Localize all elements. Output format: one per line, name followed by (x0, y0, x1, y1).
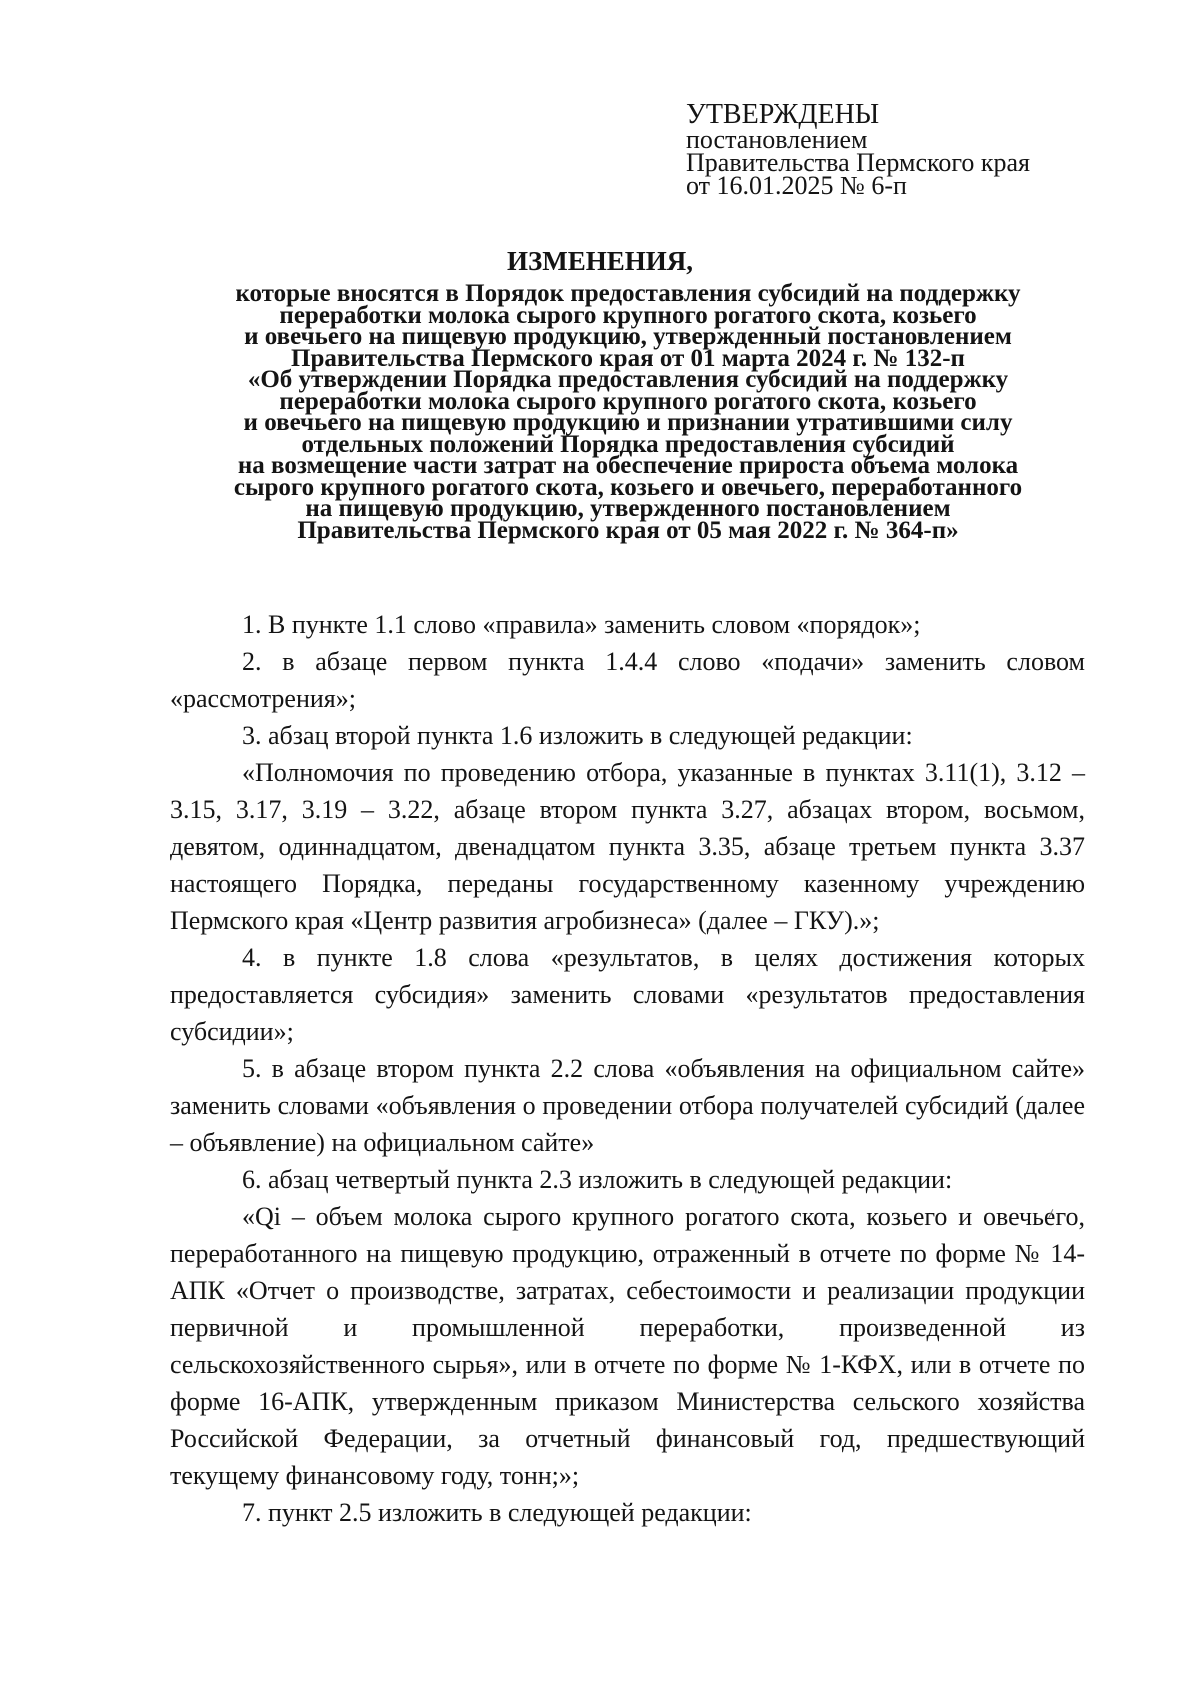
approval-line: Правительства Пермского края (686, 148, 1030, 177)
approval-date: от 16.01.2025 № 6-п (686, 171, 907, 200)
paragraph-3: 3. абзац второй пункта 1.6 изложить в следующей редакции: (242, 721, 913, 750)
paragraph-6-quote: «Qi – объем молока сырого крупного рогатого скота, козьего и овечьего, переработанного на пищевую продукцию, отраженный в отчете по форме № 14-АПК «Отчет о производстве, затратах, себестоимости и реализации продукции первичной и промышленной переработки, произведенной из сельскохозяйственного сырья», или в отчете по форме № 1-КФХ, или в отчете по форме 16-АПК, утвержденным приказом Министерства сельского хозяйства Российской Федерации, за отчетный финансовый год, предшествующий текущему финансовому году, тонн;»; (170, 1202, 1085, 1490)
paragraph-2: 2. в абзаце первом пункта 1.4.4 слово «подачи» заменить словом «рассмотрения»; (170, 647, 1085, 713)
subtitle-line: Правительства Пермского края от 05 мая 2022 г. № 364-п» (297, 516, 959, 544)
paragraph-7: 7. пункт 2.5 изложить в следующей редакции: (242, 1498, 752, 1527)
approval-stamp (686, 99, 1106, 200)
paragraph-5: 5. в абзаце втором пункта 2.2 слова «объявления на официальном сайте» заменить словами «объявления о проведении отбора получателей субсидий (далее – объявление) на официальном сайте» (170, 1054, 1085, 1157)
paragraph-4: 4. в пункте 1.8 слова «результатов, в целях достижения которых предоставляется субсидия» заменить словами «результатов предоставления субсидии»; (170, 943, 1085, 1046)
subtitle-line: и овечьего на пищевую продукцию, утвержденный постановлением (244, 323, 1012, 350)
paragraph-1: 1. В пункте 1.1 слово «правила» заменить словом «порядок»; (242, 610, 921, 639)
subtitle-line: на пищевую продукцию, утвержденного постановлением (305, 495, 951, 522)
subtitle-line: переработки молока сырого крупного рогатого скота, козьего (279, 301, 977, 329)
subtitle-line: которые вносятся в Порядок предоставления субсидий на поддержку (235, 280, 1021, 307)
subtitle-line: и овечьего на пищевую продукцию и признании утратившими силу (243, 409, 1013, 436)
subtitle-line: Правительства Пермского края от 01 марта 2024 г. № 132-п (291, 344, 965, 372)
document-body (170, 606, 1085, 1531)
paragraph-6: 6. абзац четвертый пункта 2.3 изложить в следующей редакции: (242, 1165, 953, 1194)
subtitle-line: отдельных положений Порядка предоставления субсидий (301, 430, 955, 458)
subtitle-line: на возмещение части затрат на обеспечение прироста объема молока (237, 452, 1019, 479)
subtitle-line: сырого крупного рогатого скота, козьего и овечьего, переработанного (233, 473, 1023, 501)
subtitle-line: переработки молока сырого крупного рогатого скота, козьего (279, 387, 977, 415)
approval-heading: УТВЕРЖДЕНЫ (686, 99, 880, 130)
subtitle-line: «Об утверждении Порядка предоставления субсидий на поддержку (247, 366, 1009, 393)
paragraph-3-quote: «Полномочия по проведению отбора, указанные в пунктах 3.11(1), 3.12 – 3.15, 3.17, 3.19 – 3.22, абзаце втором пункта 3.27, абзацах втором, восьмом, девятом, одиннадцатом, двенадцатом пункта 3.35, абзаце третьем пункта 3.37 настоящего Порядка, переданы государственному казенному учреждению Пермского края «Центр развития агробизнеса» (далее – ГКУ).»; (170, 758, 1085, 935)
approval-line: постановлением (686, 125, 868, 154)
document-subtitle (168, 280, 1088, 544)
document-title: ИЗМЕНЕНИЯ, (506, 246, 693, 276)
